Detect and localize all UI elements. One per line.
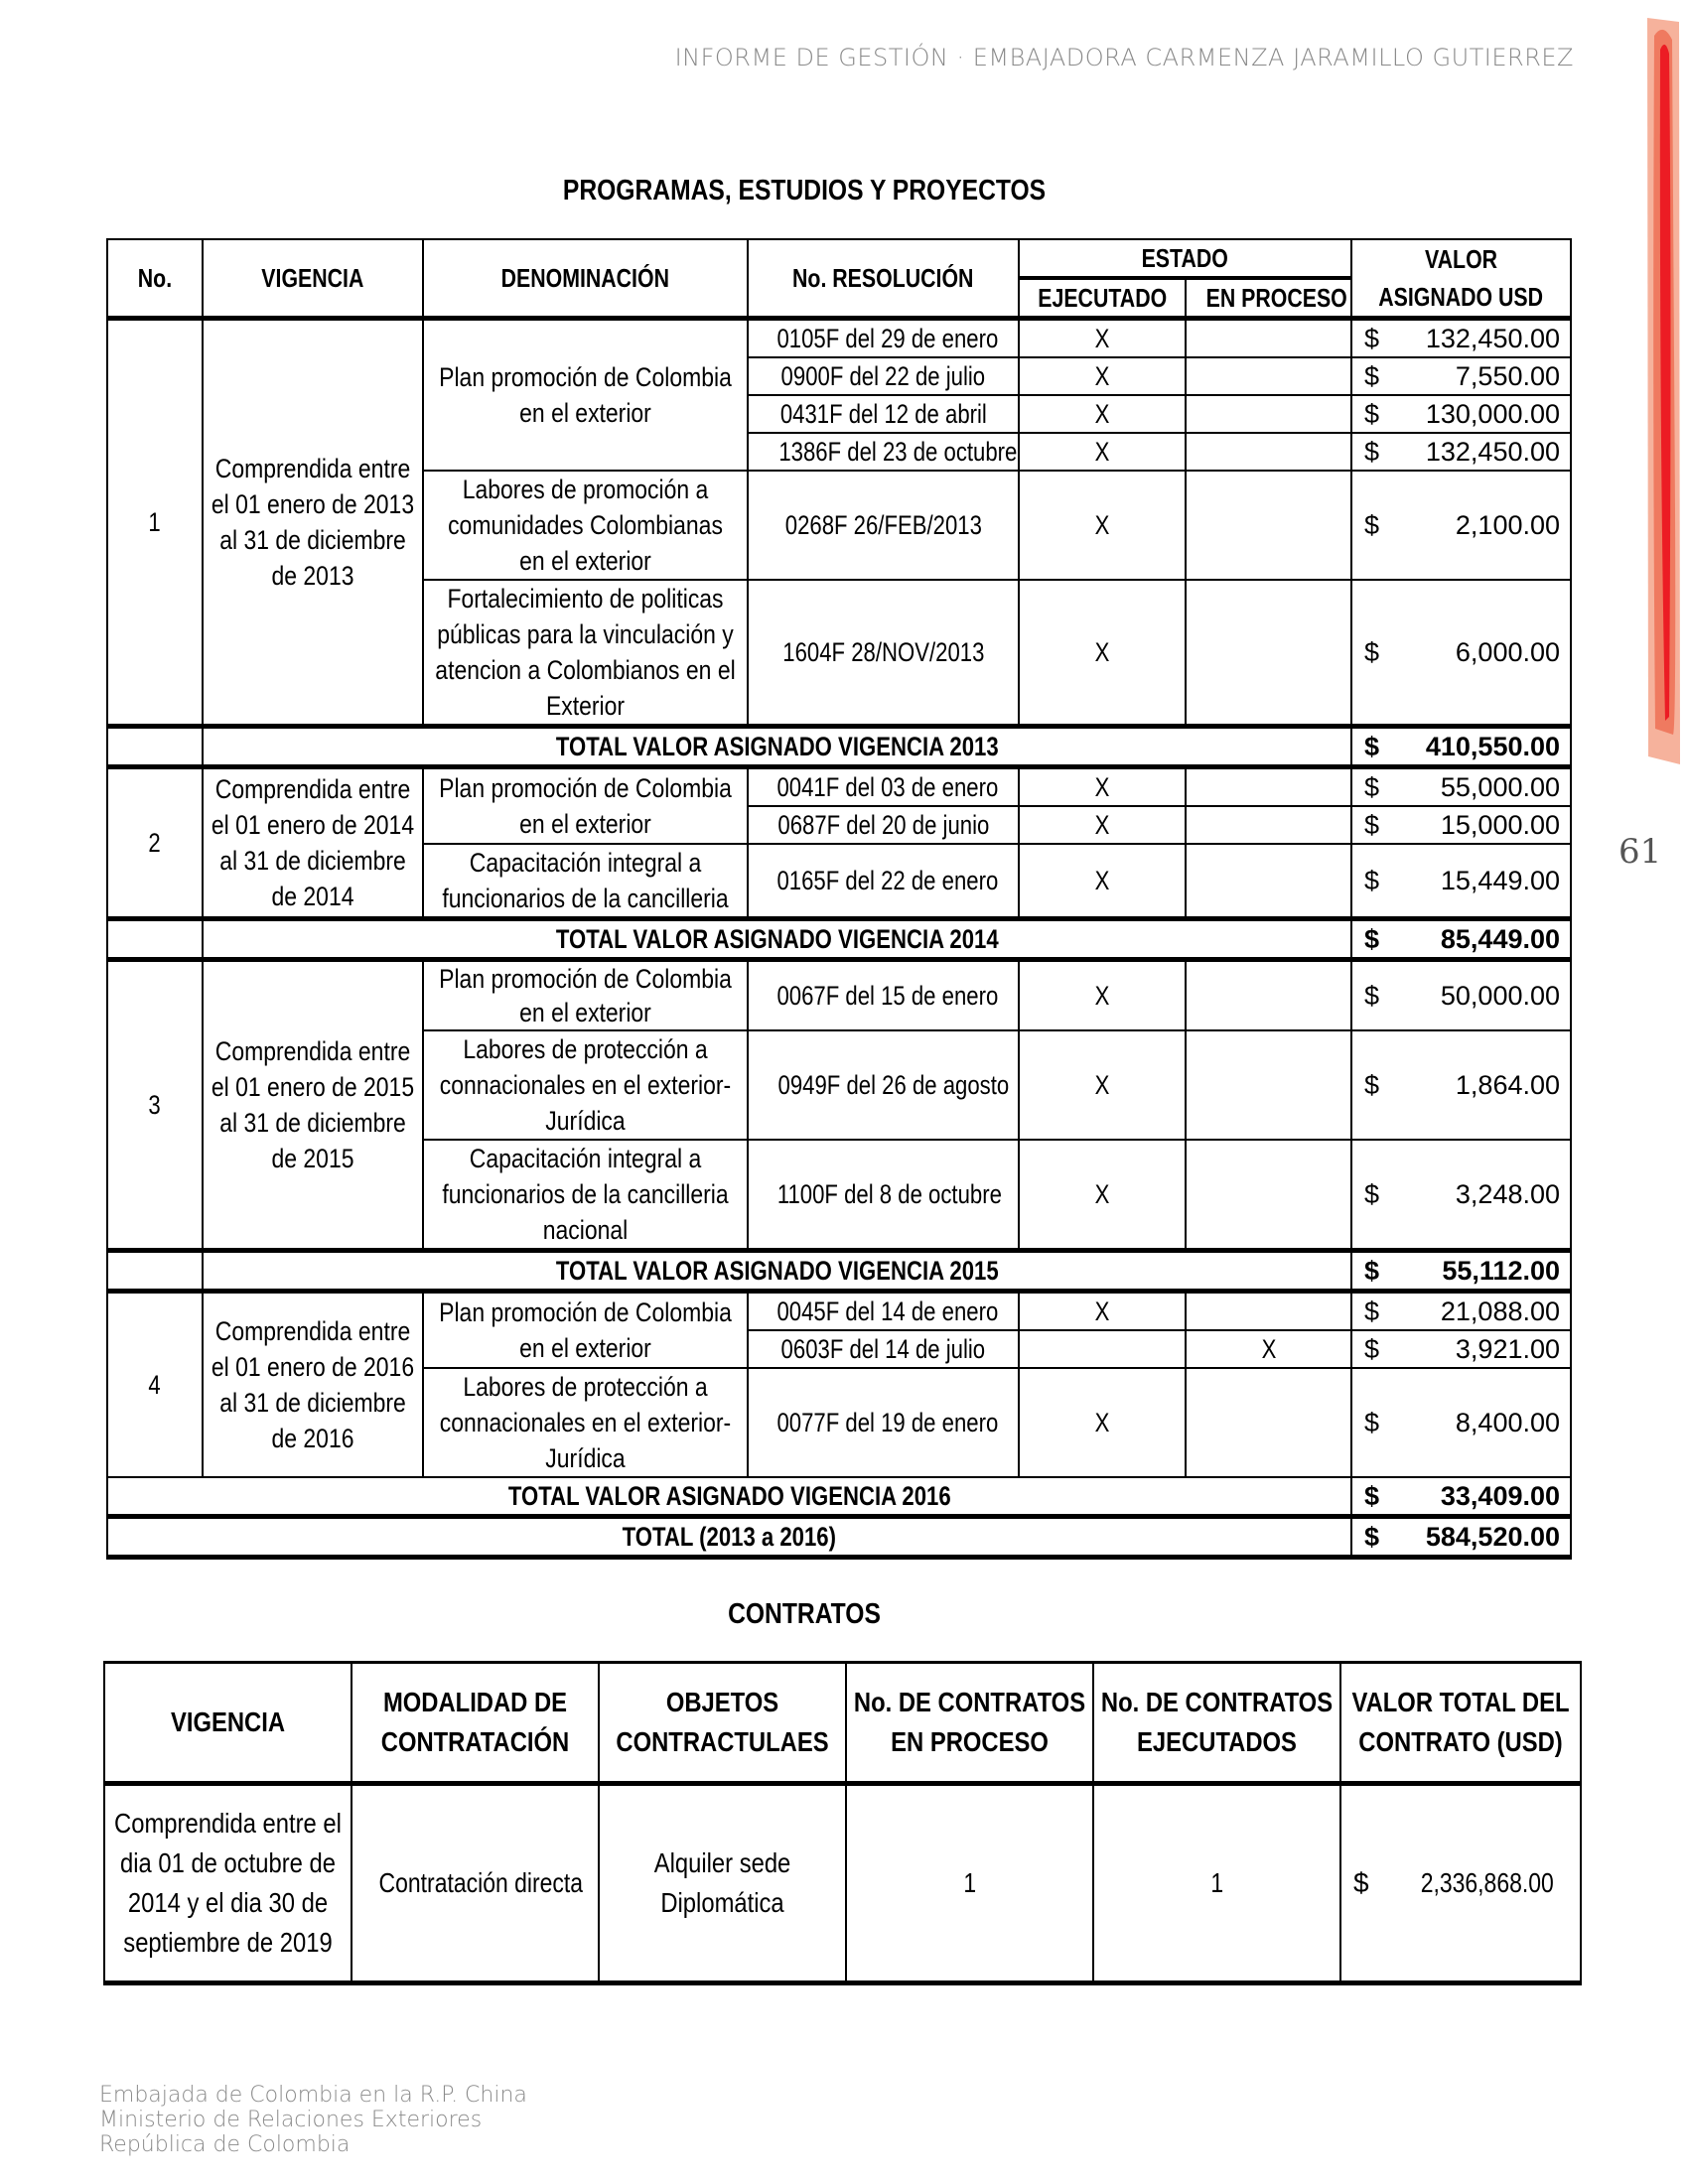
ejecutado-cell: X: [1019, 1030, 1186, 1140]
en-proceso-cell: [1186, 960, 1351, 1031]
ejecutado-cell: X: [1019, 395, 1186, 433]
resolucion-cell: 0268F 26/FEB/2013: [748, 471, 1019, 580]
resolucion-cell: 1386F del 23 de octubre: [748, 433, 1019, 471]
table-row: [107, 960, 1571, 1031]
subtotal-value: $ 55,112.00: [1351, 1251, 1571, 1292]
en-proceso-cell: [1186, 433, 1351, 471]
group-vigencia: Comprendida entre el 01 enero de 2014 al 31 de diciembre de 2014: [203, 767, 423, 919]
empty-cell: [107, 727, 203, 767]
resolucion-cell: 0041F del 03 de enero: [748, 767, 1019, 807]
en-proceso-cell: [1186, 1030, 1351, 1140]
resolucion-cell: 0431F del 12 de abril: [748, 395, 1019, 433]
valor-cell: $ 3,248.00: [1351, 1140, 1571, 1251]
objetos-cell: Alquiler sede Diplomática: [599, 1784, 846, 1983]
en-proceso-cell: [1186, 806, 1351, 844]
ejecutado-cell: X: [1019, 844, 1186, 919]
ejecutado-cell: X: [1019, 767, 1186, 807]
resolucion-cell: 0687F del 20 de junio: [748, 806, 1019, 844]
document-footer: [99, 2083, 527, 2157]
group-vigencia: Comprendida entre el 01 enero de 2016 al 31 de diciembre de 2016: [203, 1292, 423, 1478]
footer-line: Ministerio de Relaciones Exteriores: [99, 2108, 483, 2132]
valor-cell: $ 132,450.00: [1351, 319, 1571, 358]
contracts-header-row: [104, 1663, 1581, 1784]
denominacion-cell: Labores de promoción a comunidades Colombianas en el exterior: [423, 471, 748, 580]
group-vigencia: Comprendida entre el 01 enero de 2013 al 31 de diciembre de 2013: [203, 319, 423, 727]
denominacion-cell: Plan promoción de Colombia en el exterior: [423, 1292, 748, 1369]
valor-cell: $ 130,000.00: [1351, 395, 1571, 433]
en-proceso-cell: [1186, 767, 1351, 807]
en-proceso-cell: [1186, 1292, 1351, 1331]
en-proceso-cell: [1186, 1140, 1351, 1251]
ejecutado-cell: X: [1019, 471, 1186, 580]
en-proceso-cell: [1186, 395, 1351, 433]
ejecutado-cell: X: [1019, 1368, 1186, 1477]
valor-cell: $ 3,921.00: [1351, 1330, 1571, 1368]
ejecutado-cell: X: [1019, 357, 1186, 395]
grand-total-value: $ 584,520.00: [1351, 1517, 1571, 1558]
resolucion-cell: 0900F del 22 de julio: [748, 357, 1019, 395]
subtotal-label: TOTAL VALOR ASIGNADO VIGENCIA 2014: [203, 919, 1351, 960]
resolucion-cell: 0165F del 22 de enero: [748, 844, 1019, 919]
table-row: [104, 1784, 1581, 1983]
en-proceso-cell: [1186, 580, 1351, 727]
group-vigencia: Comprendida entre el 01 enero de 2015 al 31 de diciembre de 2015: [203, 960, 423, 1251]
en-proceso-cell: X: [1186, 1330, 1351, 1368]
table-row: [107, 319, 1571, 358]
valor-cell: $ 1,864.00: [1351, 1030, 1571, 1140]
valor-cell: $ 7,550.00: [1351, 357, 1571, 395]
col-header-objetos: OBJETOS CONTRACTULAES: [599, 1663, 846, 1784]
valor-cell: $ 2,100.00: [1351, 471, 1571, 580]
ejecutado-cell: X: [1019, 806, 1186, 844]
subtotal-label: TOTAL VALOR ASIGNADO VIGENCIA 2016: [107, 1477, 1351, 1517]
resolucion-cell: 0949F del 26 de agosto: [748, 1030, 1019, 1140]
footer-line: Embajada de Colombia en la R.P. China: [99, 2083, 527, 2108]
ejecutados-cell: 1: [1093, 1784, 1340, 1983]
col-header-no: No.: [107, 239, 203, 319]
programs-table: [106, 238, 1572, 1560]
subtotal-value: $ 85,449.00: [1351, 919, 1571, 960]
table-row: [107, 767, 1571, 807]
col-header-resolucion: No. RESOLUCIÓN: [748, 239, 1019, 319]
denominacion-cell: Plan promoción de Colombia en el exterior: [423, 319, 748, 472]
col-header-modalidad: MODALIDAD DE CONTRATACIÓN: [352, 1663, 599, 1784]
modalidad-cell: Contratación directa: [352, 1784, 599, 1983]
en-proceso-cell: [1186, 319, 1351, 358]
col-header-vigencia: VIGENCIA: [104, 1663, 352, 1784]
grand-total-label: TOTAL (2013 a 2016): [107, 1517, 1351, 1558]
resolucion-cell: 0045F del 14 de enero: [748, 1292, 1019, 1331]
en-proceso-cell: [1186, 1368, 1351, 1477]
col-header-valor-total: VALOR TOTAL DEL CONTRATO (USD): [1340, 1663, 1581, 1784]
resolucion-cell: 1604F 28/NOV/2013: [748, 580, 1019, 727]
page-number: 61: [1618, 832, 1662, 872]
table-row: [107, 1292, 1571, 1331]
contracts-section-title: CONTRATOS: [728, 1598, 881, 1630]
resolucion-cell: 0603F del 14 de julio: [748, 1330, 1019, 1368]
col-header-ejecutado: EJECUTADO: [1019, 278, 1186, 319]
vigencia-cell: Comprendida entre el dia 01 de octubre de 2014 y el dia 30 de septiembre de 2019: [104, 1784, 352, 1983]
valor-cell: $ 50,000.00: [1351, 960, 1571, 1031]
en-proceso-cell: 1: [846, 1784, 1093, 1983]
denominacion-cell: Fortalecimiento de politicas públicas para la vinculación y atencion a Colombianos en el Exterior: [423, 580, 748, 727]
subtotal-label: TOTAL VALOR ASIGNADO VIGENCIA 2013: [203, 727, 1351, 767]
resolucion-cell: 0067F del 15 de enero: [748, 960, 1019, 1031]
denominacion-cell: Capacitación integral a funcionarios de la cancilleria: [423, 844, 748, 919]
subtotal-value: $ 33,409.00: [1351, 1477, 1571, 1517]
valor-cell: $ 55,000.00: [1351, 767, 1571, 807]
ejecutado-cell: X: [1019, 319, 1186, 358]
subtotal-row: [107, 919, 1571, 960]
decorative-red-ribbon: [1645, 14, 1681, 768]
col-header-en-proceso: EN PROCESO: [1186, 278, 1351, 319]
header-row-top: [107, 239, 1571, 278]
resolucion-cell: 0077F del 19 de enero: [748, 1368, 1019, 1477]
ejecutado-cell: X: [1019, 433, 1186, 471]
valor-cell: $ 6,000.00: [1351, 580, 1571, 727]
en-proceso-cell: [1186, 357, 1351, 395]
col-header-valor: VALOR: [1351, 239, 1571, 278]
ejecutado-cell: [1019, 1330, 1186, 1368]
col-header-en-proceso: No. DE CONTRATOS EN PROCESO: [846, 1663, 1093, 1784]
resolucion-cell: 1100F del 8 de octubre: [748, 1140, 1019, 1251]
ejecutado-cell: X: [1019, 1140, 1186, 1251]
subtotal-row: [107, 1251, 1571, 1292]
valor-total-cell: $ 2,336,868.00: [1340, 1784, 1581, 1983]
denominacion-cell: Labores de protección a connacionales en el exterior-Jurídica: [423, 1030, 748, 1140]
contracts-table: [103, 1661, 1582, 1985]
col-header-estado: ESTADO: [1019, 239, 1351, 278]
valor-cell: $ 15,000.00: [1351, 806, 1571, 844]
ejecutado-cell: X: [1019, 1292, 1186, 1331]
empty-cell: [107, 919, 203, 960]
en-proceso-cell: [1186, 471, 1351, 580]
group-number: 4: [107, 1292, 203, 1478]
resolucion-cell: 0105F del 29 de enero: [748, 319, 1019, 358]
group-number: 2: [107, 767, 203, 919]
subtotal-value: $ 410,550.00: [1351, 727, 1571, 767]
group-number: 3: [107, 960, 203, 1251]
col-header-denominacion: DENOMINACIÓN: [423, 239, 748, 319]
valor-cell: $ 132,450.00: [1351, 433, 1571, 471]
col-header-asignado-usd: ASIGNADO USD: [1351, 278, 1571, 319]
ejecutado-cell: X: [1019, 960, 1186, 1031]
group-number: 1: [107, 319, 203, 727]
valor-cell: $ 8,400.00: [1351, 1368, 1571, 1477]
subtotal-label: TOTAL VALOR ASIGNADO VIGENCIA 2015: [203, 1251, 1351, 1292]
valor-cell: $ 21,088.00: [1351, 1292, 1571, 1331]
subtotal-row: [107, 1477, 1571, 1517]
programs-section-title: PROGRAMAS, ESTUDIOS Y PROYECTOS: [562, 175, 1047, 206]
col-header-vigencia: VIGENCIA: [203, 239, 423, 319]
ejecutado-cell: X: [1019, 580, 1186, 727]
col-header-ejecutados: No. DE CONTRATOS EJECUTADOS: [1093, 1663, 1340, 1784]
empty-cell: [107, 1251, 203, 1292]
denominacion-cell: Capacitación integral a funcionarios de la cancilleria nacional: [423, 1140, 748, 1251]
denominacion-cell: Plan promoción de Colombia en el exterior: [423, 767, 748, 845]
en-proceso-cell: [1186, 844, 1351, 919]
denominacion-cell: Plan promoción de Colombia en el exterior: [423, 960, 748, 1031]
valor-cell: $ 15,449.00: [1351, 844, 1571, 919]
subtotal-row: [107, 727, 1571, 767]
grand-total-row: [107, 1517, 1571, 1558]
document-header: INFORME DE GESTIÓN · EMBAJADORA CARMENZA JARAMILLO GUTIERREZ: [674, 44, 1574, 71]
denominacion-cell: Labores de protección a connacionales en el exterior-Jurídica: [423, 1368, 748, 1477]
footer-line: República de Colombia: [99, 2132, 351, 2157]
